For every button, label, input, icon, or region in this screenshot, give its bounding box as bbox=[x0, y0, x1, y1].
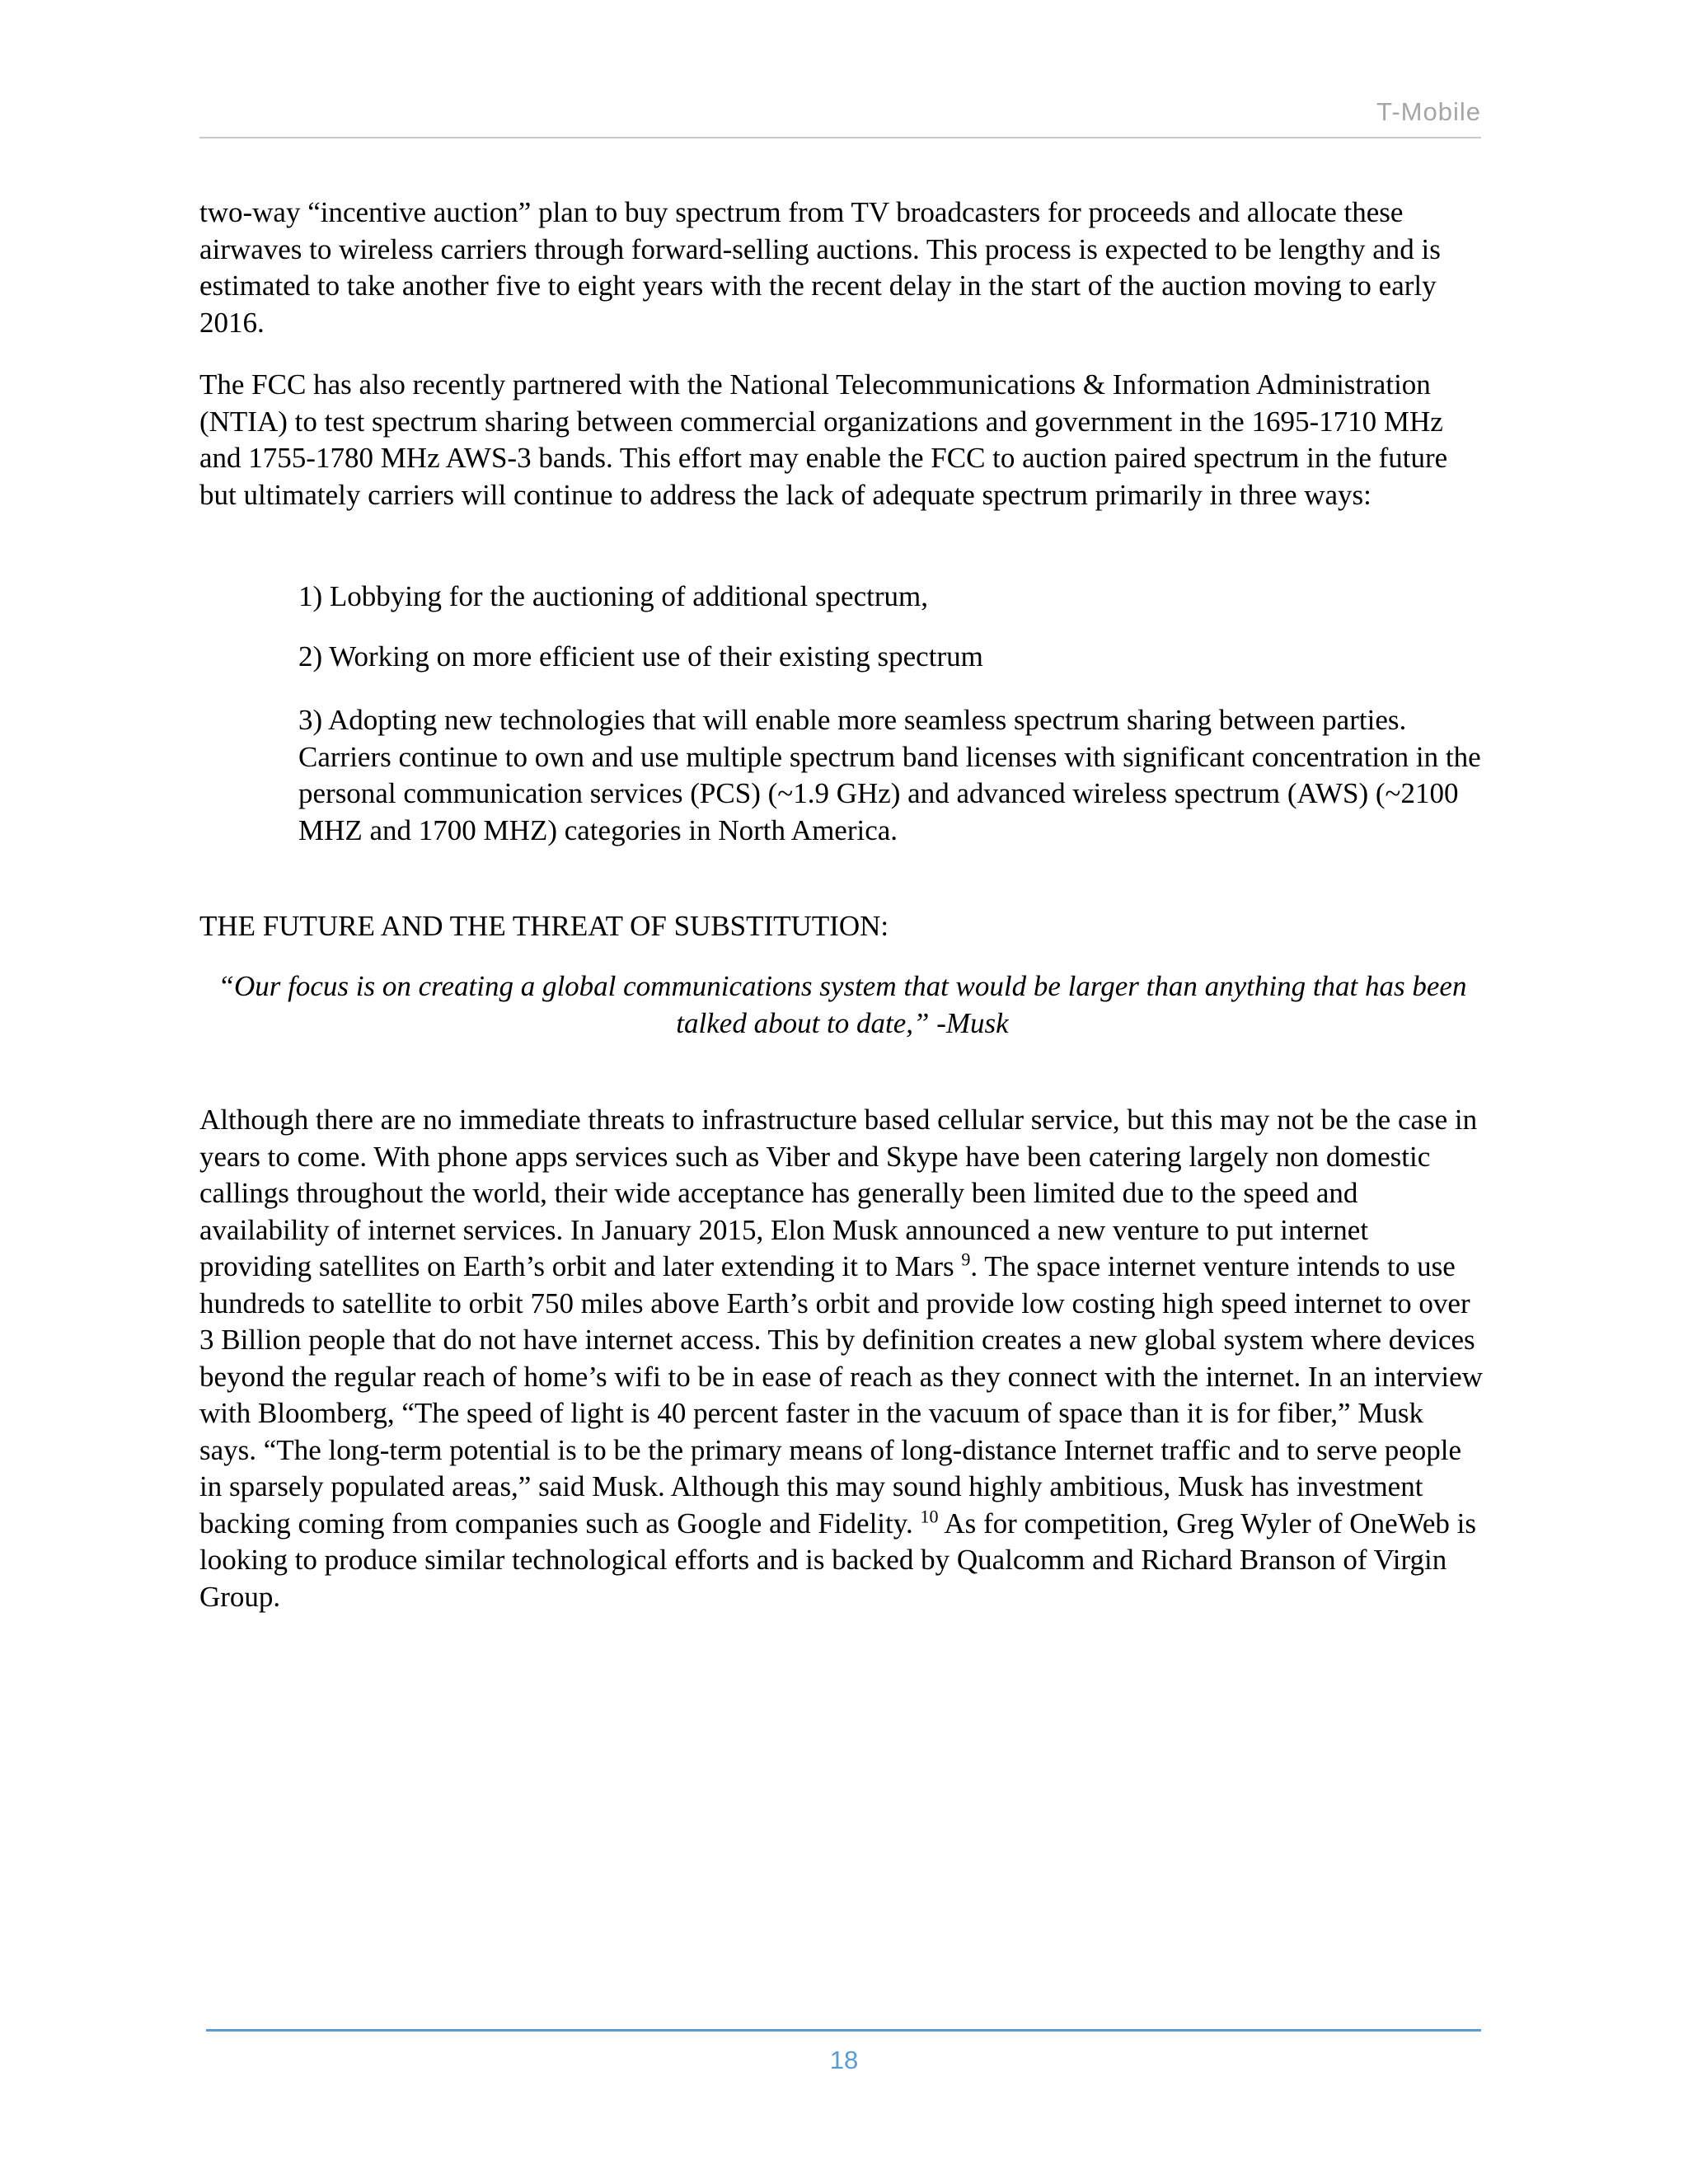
list-item-lobbying: 1) Lobbying for the auctioning of additional spectrum, bbox=[298, 580, 928, 612]
paragraph-substitution-part1: Although there are no immediate threats to infrastructure based cellular service, but this may not be the case in years to come. With phone apps services such as Viber and Skype have been catering largely non domestic callings throughout the world, their wide acceptance has generally been limited due to the speed and availability of internet services. In January 2015, Elon Musk announced a new venture to put internet providing satellites on Earth’s orbit and later extending it to Mars bbox=[199, 1104, 1478, 1282]
page-number: 18 bbox=[829, 2046, 859, 2074]
footnote-marker-9[interactable]: 9 bbox=[961, 1249, 971, 1270]
paragraph-substitution bbox=[199, 1102, 1485, 1615]
paragraph-substitution-part3: As for competition, Greg Wyler of OneWeb is looking to produce similar technological efforts and is backed by Qualcomm and Richard Branson of Virgin Group. bbox=[199, 1507, 1476, 1613]
page-header bbox=[199, 97, 1481, 138]
musk-quote: “Our focus is on creating a global communications system that would be larger than anything that has been talked about to date,” -Musk bbox=[218, 970, 1467, 1039]
paragraph-auction: two-way “incentive auction” plan to buy spectrum from TV broadcasters for proceeds and allocate these airwaves to wireless carriers through forward-selling auctions. This process is expected to be lengthy and is estimated to take another five to eight years with the recent delay in the start of the auction moving to early 2016. bbox=[199, 196, 1441, 339]
footnote-marker-10[interactable]: 10 bbox=[920, 1505, 939, 1526]
list-item-new-technologies: 3) Adopting new technologies that will enable more seamless spectrum sharing between parties. Carriers continue to own and use multiple spectrum band licenses with significant concentration in the personal communication services (PCS) (~1.9 GHz) and advanced wireless spectrum (AWS) (~2100 MHZ and 1700 MHZ) categories in North America. bbox=[298, 704, 1481, 846]
paragraph-fcc-ntia: The FCC has also recently partnered with the National Telecommunications & Information Administration (NTIA) to test spectrum sharing between commercial organizations and government in the 1695-1710 MHz and 1755-1780 MHz AWS-3 bands. This effort may enable the FCC to auction paired spectrum in the future but ultimately carriers will continue to address the lack of adequate spectrum primarily in three ways: bbox=[199, 368, 1448, 511]
paragraph-substitution-part2: . The space internet venture intends to use hundreds to satellite to orbit 750 miles above Earth’s orbit and provide low costing high speed internet to over 3 Billion people that do not have internet access. This by definition creates a new global system where devices beyond the regular reach of home’s wifi to be in ease of reach as they connect with the internet. In an interview with Bloomberg, “The speed of light is 40 percent faster in the vacuum of space than it is for fiber,” Musk says. “The long-term potential is to be the primary means of long-distance Internet traffic and to serve people in sparsely populated areas,” said Musk. Although this may sound highly ambitious, Musk has investment backing coming from companies such as Google and Fidelity. bbox=[199, 1250, 1483, 1540]
section-heading: THE FUTURE AND THE THREAT OF SUBSTITUTION: bbox=[199, 910, 889, 942]
header-title: T-Mobile bbox=[1376, 97, 1481, 126]
list-item-efficient-use: 2) Working on more efficient use of their existing spectrum bbox=[298, 640, 983, 673]
footer-divider bbox=[206, 2029, 1481, 2032]
